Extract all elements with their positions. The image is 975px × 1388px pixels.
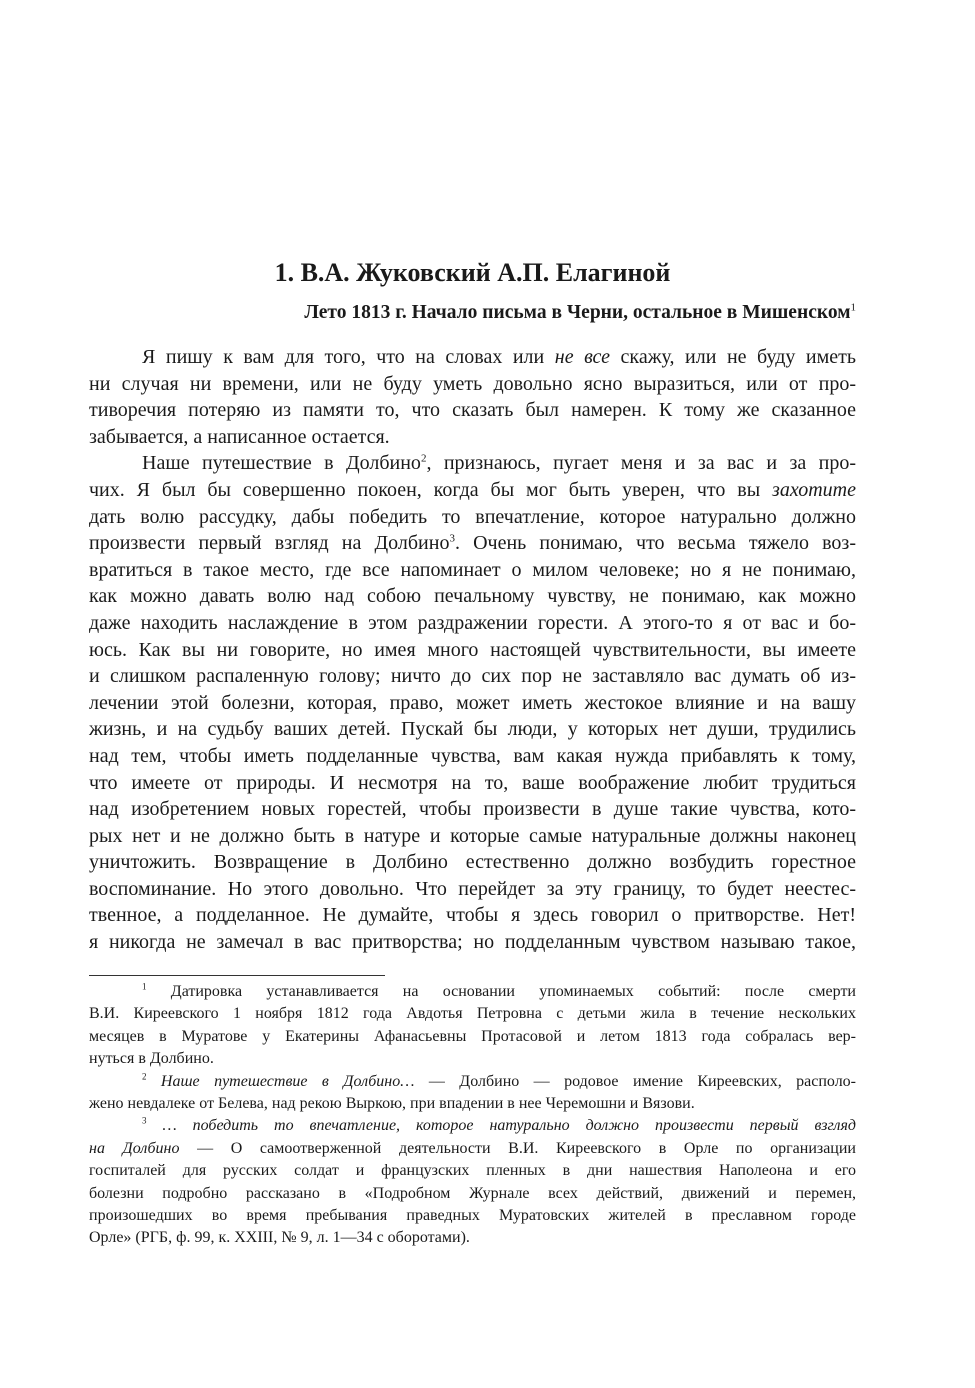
italic-text: Наше путешествие в Долбино… [160, 1072, 415, 1090]
footnote-ref-2[interactable]: 2 [142, 1071, 147, 1082]
text-line: чих. Я был бы совершенно покоен, когда бы мог быть уверен, что вы захотите [89, 478, 856, 501]
footnote-line: жено невдалеке от Белева, над рекою Выркою, при впадении в нее Черемошни и Вязови. [89, 1095, 695, 1113]
footnote-divider [89, 975, 385, 976]
footnote-ref-2[interactable]: 2 [420, 452, 427, 465]
text-line: забывается, а написанное остается. [89, 425, 390, 448]
footnote-ref-1[interactable]: 1 [142, 981, 147, 992]
document-page [89, 0, 856, 1388]
text-line: жизнь, и на судьбу ваших детей. Пускай бы люди, у которых нет души, трудились [89, 718, 856, 741]
text-line: над изобретением новых горестей, чтобы произвести в душе такие чувства, кото- [89, 798, 856, 821]
paragraph [89, 344, 856, 450]
text-line: ни случая ни времени, или не буду уметь довольно ясно выразиться, или от про- [89, 372, 856, 395]
text-line: что имеете от природы. И несмотря на то, ваше воображение любит трудиться [89, 771, 856, 794]
text-line: Я пишу к вам для того, что на словах или не все скажу, или не буду иметь [142, 346, 856, 368]
letter-body [89, 344, 856, 956]
text-line: даже находить наслаждение в этом раздражении горести. А этого-то я от вас и бо- [89, 611, 856, 634]
footnote-line [89, 1115, 856, 1137]
footnote [89, 1115, 856, 1249]
paragraph [89, 450, 856, 955]
footnote-line: $^1$ Датировка устанавливается на основании упоминаемых событий: после смерти [142, 981, 856, 1000]
text-line: и слишком распаленную голову; ничто до сих пор не заставляло вас думать об из- [89, 665, 856, 688]
text-line: я никогда не замечал в вас притворства; но подделанным чувством называю такое, [89, 931, 856, 954]
footnote-line: В.И. Киреевского 1 ноября 1812 года Авдотья Петровна с детьми жила в течение нескольких [89, 1005, 856, 1023]
text-line: юсь. Как вы ни говорите, но имея много настоящей чувствительности, вы имеете [89, 638, 856, 661]
footnote-line: $^2$ Наше путешествие в Долбино… — Долбино — родовое имение Киреевских, располо- [142, 1071, 857, 1090]
text-line: над тем, чтобы иметь подделанные чувства, вам какая нужда прибавлять к тому, [89, 744, 856, 767]
italic-text: … победить то впечатление, которое натурально должно произвести первый взгляд [162, 1117, 856, 1135]
italic-text: не все [554, 346, 610, 368]
text-line: вратиться в такое место, где все напоминает о милом человеке; но я не понимаю, [89, 558, 856, 581]
footnote-ref-1[interactable]: 1 [850, 301, 856, 314]
italic-text: на Долбино [89, 1139, 180, 1157]
footnote-ref-3[interactable]: 3 [449, 532, 455, 545]
footnote-line: госпиталей для русских солдат и французских пленных в дни нашествия Наполеона и его [89, 1162, 856, 1180]
footnotes-section [89, 981, 856, 1250]
letter-title: 1. В.А. Жуковский А.П. Елагиной [274, 258, 671, 287]
text-line: твенное, а подделанное. Не думайте, чтобы я здесь говорил о притворстве. Нет! [89, 904, 856, 927]
footnote-ref-3[interactable]: 3 [142, 1116, 147, 1127]
text-line: как можно давать волю над собою печальному чувству, не понимаю, как можно [89, 585, 856, 608]
letter-subtitle [89, 300, 856, 326]
footnote-line: на Долбино — О самоотверженной деятельности В.И. Киреевского в Орле по организации [89, 1139, 856, 1157]
footnote-line: Орле» (РГБ, ф. 99, к. XXIII, № 9, л. 1—34 с оборотами). [89, 1229, 470, 1247]
footnote-line: произошедших во время пребывания праведных Муратовских жителей в преславном городе [89, 1207, 856, 1225]
text-line: воспоминание. Но этого довольно. Что перейдет за эту границу, то будет неестес- [89, 877, 856, 900]
footnote-line: месяцев в Муратове у Екатерины Афанасьевны Протасовой и летом 1813 года собралась вер- [89, 1027, 856, 1045]
text-line: дать волю рассудку, дабы победить то впечатление, которое натурально должно [89, 505, 856, 528]
text-line: Наше путешествие в Долбино$^2$, признаюсь, пугает меня и за вас и за про- [142, 452, 857, 475]
text-line: лечении этой болезни, которая, право, может иметь жестокое влияние и на вашу [89, 691, 856, 714]
text-line: уничтожить. Возвращение в Долбино естественно должно возбудить горестное [89, 851, 856, 874]
footnote-line: нуться в Долбино. [89, 1050, 214, 1068]
italic-text: захотите [772, 478, 856, 501]
text-line: рых нет и не должно быть в натуре и которые самые натуральные должны наконец [89, 824, 856, 847]
text-line: произвести первый взгляд на Долбино$^3$. Очень понимаю, что весьма тяжело воз- [89, 532, 856, 555]
footnote [89, 1071, 856, 1116]
footnote [89, 981, 856, 1071]
footnote-line: болезни подробно рассказано в «Подробном Журнале всех действий, движений и перемен, [89, 1184, 856, 1202]
subtitle-text: Лето 1813 г. Начало письма в Черни, остальное в Мишенском [304, 302, 851, 323]
text-line: тиворечия потеряю из памяти то, что сказать был намерен. К тому же сказанное [89, 399, 856, 422]
